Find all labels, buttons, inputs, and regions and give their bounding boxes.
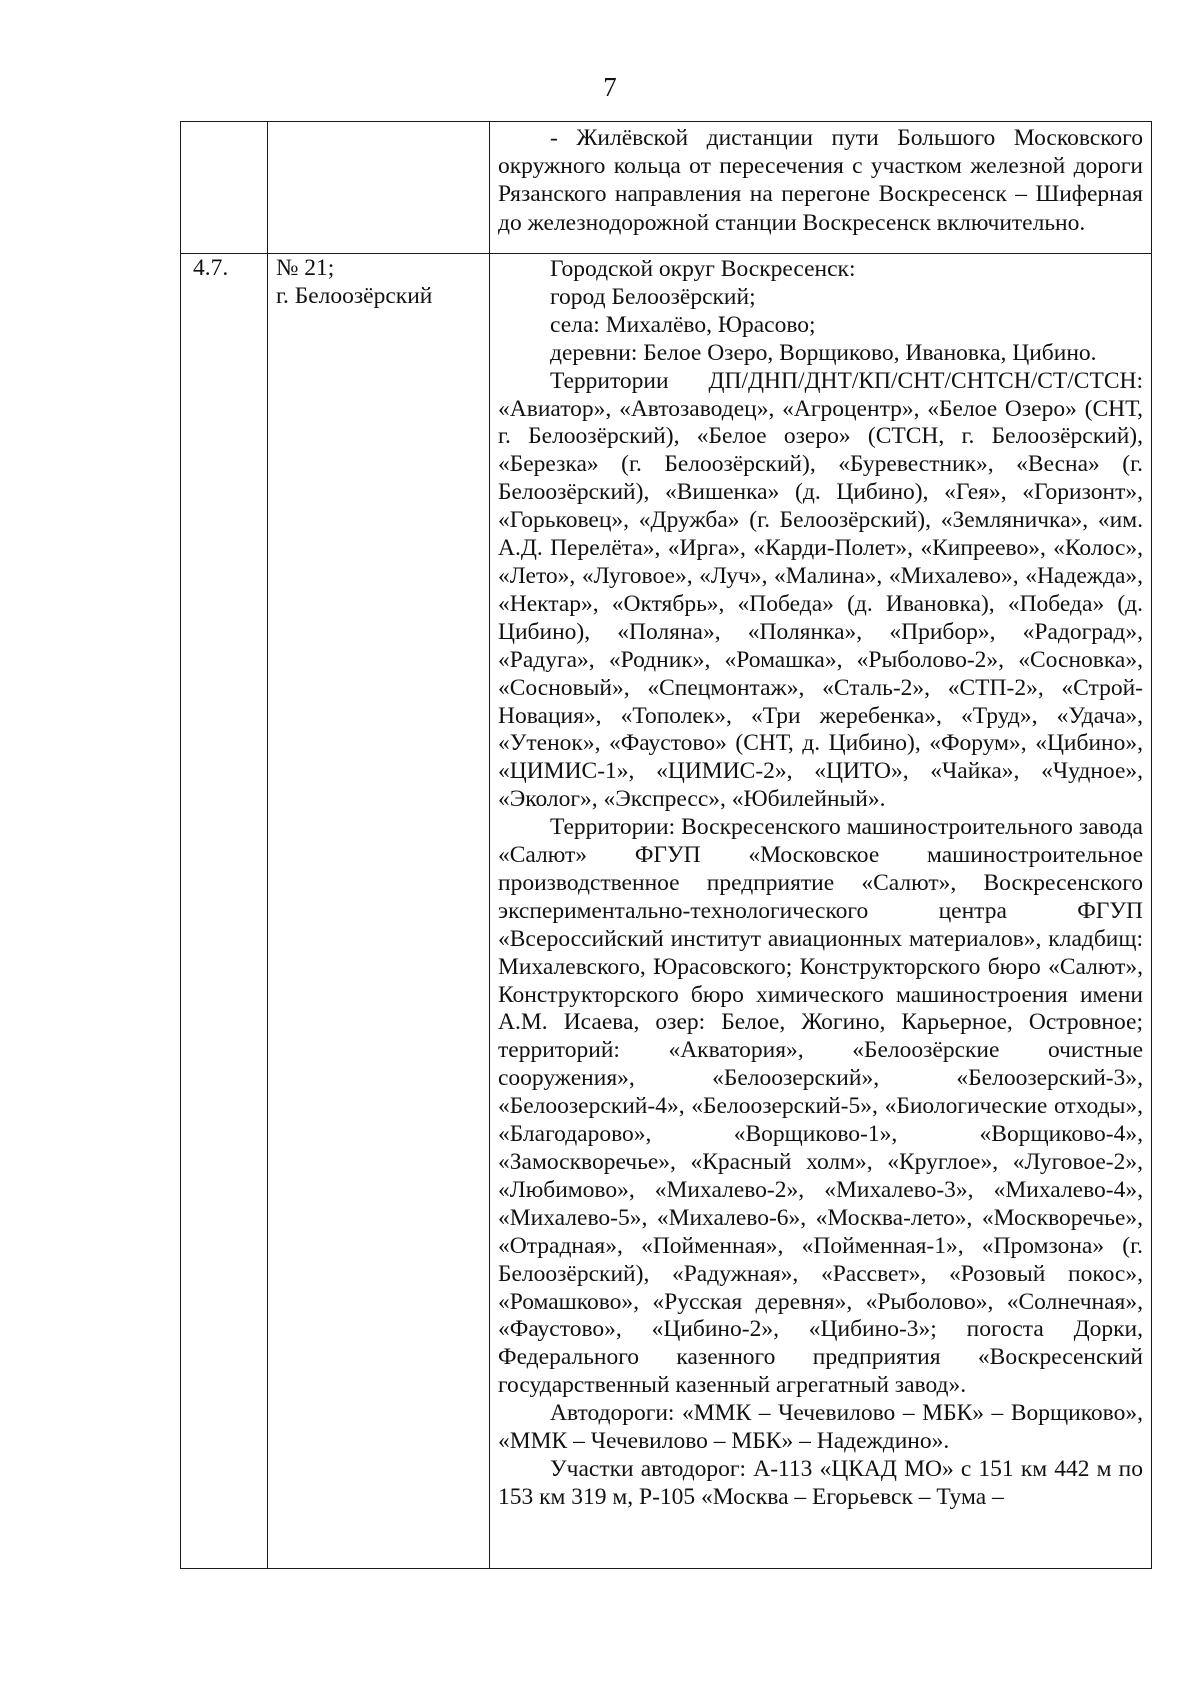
- description-paragraph: деревни: Белое Озеро, Ворщиково, Ивановка, Цибино.: [550, 339, 1097, 366]
- description-paragraph: город Белоозёрский;: [550, 283, 756, 310]
- description-paragraph: - Жилёвской дистанции пути Большого Московского окружного кольца от пересечения с участком железной дороги Рязанского направления на перегоне Воскресенск – Шиферная до железнодорожной станции Воскресенск включительно.: [498, 125, 1143, 236]
- page-number: 7: [603, 72, 617, 102]
- description-paragraph: Территории: Воскресенского машиностроительного завода «Салют» ФГУП «Московское машиностроительное производственное предприятие «Салют», Воскресенского экспериментально-технологического центра ФГУП «Всероссийский институт авиационных материалов», кладбищ: Михалевского, Юрасовского; Конструкторского бюро «Салют», Конструкторского бюро химического машиностроения имени А.М. Исаева, озер: Белое, Жогино, Карьерное, Островное; территорий: «Акватория», «Белоозёрские очистные сооружения», «Белоозерский», «Белоозерский-3», «Белоозерский-4», «Белоозерский-5», «Биологические отходы», «Благодарово», «Ворщиково-1», «Ворщиково-4», «Замоскворечье», «Красный холм», «Круглое», «Луговое-2», «Любимово», «Михалево-2», «Михалево-3», «Михалево-4», «Михалево-5», «Михалево-6», «Москва-лето», «Москворечье», «Отрадная», «Пойменная», «Пойменная-1», «Промзона» (г. Белоозёрский), «Радужная», «Рассвет», «Розовый покос», «Ромашково», «Русская деревня», «Рыболово», «Солнечная», «Фаустово», «Цибино-2», «Цибино-3»; погоста Дорки, Федерального казенного предприятия «Воскресенский государственный казенный агрегатный завод».: [498, 814, 1143, 1399]
- description-paragraph: Автодороги: «ММК – Чечевилово – МБК» – Ворщиково», «ММК – Чечевилово – МБК» – Надеждино».: [498, 1400, 1143, 1455]
- table-row: [181, 254, 1152, 1569]
- description-paragraph: Участки автодорог: А-113 «ЦКАД МО» с 151 км 442 м по 153 км 319 м, Р-105 «Москва – Егорьевск – Тума –: [498, 1455, 1143, 1510]
- description-paragraph: Территории ДП/ДНП/ДНТ/КП/СНТ/СНТСН/СТ/СТСН: «Авиатор», «Автозаводец», «Агроцентр», «Белое Озеро» (СНТ, г. Белоозёрский), «Белое озеро» (СТСН, г. Белоозёрский), «Березка» (г. Белоозёрский), «Буревестник», «Весна» (г. Белоозёрский), «Вишенка» (д. Цибино), «Гея», «Горизонт», «Горьковец», «Дружба» (г. Белоозёрский), «Земляничка», «им. А.Д. Перелёта», «Ирга», «Карди-Полет», «Кипреево», «Колос», «Лето», «Луговое», «Луч», «Малина», «Михалево», «Надежда», «Нектар», «Октябрь», «Победа» (д. Ивановка), «Победа» (д. Цибино), «Поляна», «Полянка», «Прибор», «Радоград», «Радуга», «Родник», «Ромашка», «Рыболово-2», «Сосновка», «Сосновый», «Спецмонтаж», «Сталь-2», «СТП-2», «Строй-Новация», «Тополек», «Три жеребенка», «Труд», «Удача», «Утенок», «Фаустово» (СНТ, д. Цибино), «Форум», «Цибино», «ЦИМИС-1», «ЦИМИС-2», «ЦИТО», «Чайка», «Чудное», «Эколог», «Экспресс», «Юбилейный».: [498, 367, 1143, 813]
- row-number: 4.7.: [193, 255, 229, 281]
- district-description-cell: [490, 254, 1152, 1569]
- district-description-cell: [490, 122, 1152, 254]
- district-name-cell: [268, 122, 490, 254]
- district-number: № 21;: [276, 255, 335, 281]
- districts-table: [180, 121, 1152, 1569]
- district-center: г. Белоозёрский: [276, 283, 433, 310]
- description-paragraph: Городской округ Воскресенск:: [550, 256, 856, 282]
- row-number-cell: [181, 122, 268, 254]
- table-row: [181, 122, 1152, 254]
- district-name-cell: [268, 254, 490, 1569]
- row-number-cell: [181, 254, 268, 1569]
- description-paragraph: села: Михалёво, Юрасово;: [550, 311, 816, 338]
